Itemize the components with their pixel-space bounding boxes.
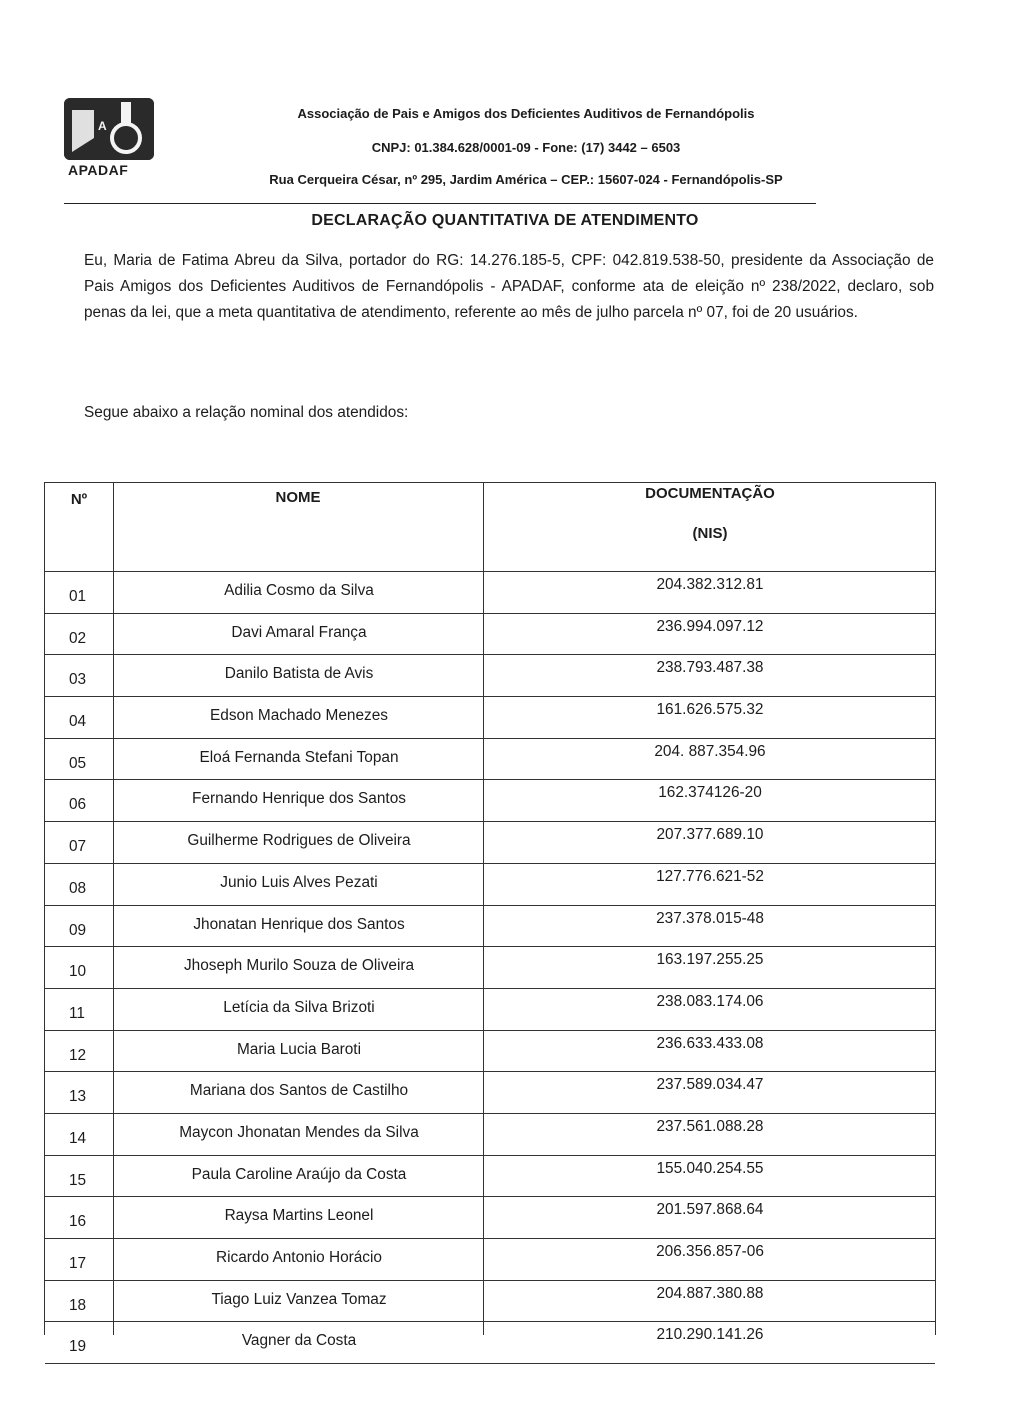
row-number: 16 — [69, 1213, 87, 1231]
table-row — [45, 947, 935, 989]
table-row — [45, 989, 935, 1031]
row-nis: 237.378.015-48 — [656, 909, 764, 927]
row-name: Guilherme Rodrigues de Oliveira — [187, 832, 411, 850]
row-nis: 127.776.621-52 — [656, 867, 764, 885]
row-nis: 204.382.312.81 — [656, 576, 764, 593]
row-nis: 236.633.433.08 — [656, 1034, 764, 1052]
table-row — [45, 1322, 935, 1364]
row-nis: 201.597.868.64 — [656, 1201, 764, 1219]
row-name: Danilo Batista de Avis — [224, 665, 374, 683]
table-row — [45, 906, 935, 948]
row-number: 19 — [69, 1338, 87, 1356]
row-nis: 155.040.254.55 — [656, 1159, 764, 1177]
row-nis: 238.793.487.38 — [656, 659, 764, 677]
row-number: 03 — [69, 671, 87, 689]
row-number: 18 — [69, 1296, 87, 1314]
row-number: 12 — [69, 1046, 87, 1064]
row-nis: 236.994.097.12 — [656, 617, 764, 635]
row-name: Vagner da Costa — [241, 1332, 357, 1350]
row-name: Eloá Fernanda Stefani Topan — [199, 748, 399, 766]
row-number: 02 — [69, 629, 87, 647]
row-number: 05 — [69, 754, 87, 772]
row-nis: 207.377.689.10 — [656, 826, 764, 844]
table-row — [45, 655, 935, 697]
row-name: Paula Caroline Araújo da Costa — [191, 1165, 407, 1183]
row-name: Letícia da Silva Brizoti — [223, 998, 375, 1016]
row-number: 14 — [69, 1129, 87, 1147]
header-num: Nº — [70, 491, 88, 508]
table-row — [45, 1197, 935, 1239]
row-name: Fernando Henrique dos Santos — [192, 790, 406, 808]
list-intro: Segue abaixo a relação nominal dos atendidos: — [84, 404, 409, 421]
row-name: Ricardo Antonio Horácio — [216, 1249, 382, 1266]
row-number: 11 — [69, 1004, 85, 1022]
table-header — [45, 483, 935, 572]
header-name: NOME — [275, 489, 321, 506]
row-number: 10 — [69, 963, 87, 981]
row-name: Mariana dos Santos de Castilho — [189, 1082, 409, 1100]
table-row — [45, 614, 935, 656]
header-org: Associação de Pais e Amigos dos Deficientes Auditivos de Fernandópolis — [297, 106, 755, 121]
table-row — [45, 572, 935, 614]
row-number: 07 — [69, 838, 87, 856]
row-nis: 206.356.857-06 — [656, 1243, 764, 1260]
row-number: 13 — [69, 1088, 87, 1106]
table-row — [45, 822, 935, 864]
row-number: 04 — [69, 713, 87, 731]
row-nis: 237.589.034.47 — [656, 1076, 764, 1094]
row-nis: 163.197.255.25 — [656, 951, 764, 969]
row-nis: 204.887.380.88 — [656, 1284, 764, 1302]
row-nis: 238.083.174.06 — [656, 992, 764, 1010]
row-nis: 210.290.141.26 — [656, 1326, 764, 1344]
table-row — [45, 1281, 935, 1323]
table-row — [45, 1031, 935, 1073]
row-number: 15 — [69, 1171, 87, 1189]
row-nis: 204. 887.354.96 — [654, 742, 766, 760]
row-name: Adilia Cosmo da Silva — [224, 582, 374, 599]
row-name: Jhonatan Henrique dos Santos — [193, 915, 405, 933]
table-row — [45, 1156, 935, 1198]
row-name: Raysa Martins Leonel — [224, 1207, 374, 1225]
table-row — [45, 864, 935, 906]
row-name: Maria Lucia Baroti — [236, 1040, 362, 1058]
header-doc: DOCUMENTAÇÃO — [645, 485, 775, 502]
table-row — [45, 1239, 935, 1281]
row-number: 01 — [69, 588, 87, 605]
row-nis: 162.374126-20 — [658, 784, 762, 802]
row-nis: 237.561.088.28 — [656, 1117, 764, 1135]
row-nis: 161.626.575.32 — [656, 701, 764, 719]
row-name: Maycon Jhonatan Mendes da Silva — [179, 1123, 419, 1141]
row-name: Tiago Luiz Vanzea Tomaz — [211, 1290, 387, 1308]
table-row — [45, 739, 935, 781]
table-row — [45, 1072, 935, 1114]
row-name: Junio Luis Alves Pezati — [220, 873, 378, 891]
row-name: Davi Amaral França — [231, 623, 367, 641]
table-row — [45, 697, 935, 739]
header-doc-sub: (NIS) — [692, 525, 728, 542]
row-number: 17 — [69, 1255, 87, 1272]
table-row — [45, 780, 935, 822]
declaration-paragraph: Eu, Maria de Fatima Abreu da Silva, portador do RG: 14.276.185-5, CPF: 042.819.538-50, presidente da Associação de Pais Amigos dos Deficientes Auditivos de Fernandópolis - APADAF, conforme ata de eleição nº 238/2022, declaro, sob penas da lei, que a meta quantitativa de atendimento, referente ao mês de julho parcela nº 07, foi de 20 usuários. — [84, 252, 934, 321]
row-name: Jhoseph Murilo Souza de Oliveira — [183, 957, 415, 975]
document-title: DECLARAÇÃO QUANTITATIVA DE ATENDIMENTO — [311, 212, 699, 229]
header-address: Rua Cerqueira César, nº 295, Jardim América – CEP.: 15607-024 - Fernandópolis-SP — [269, 172, 783, 187]
attendees-table — [44, 482, 936, 1356]
logo-text: APADAF — [68, 162, 129, 178]
row-number: 08 — [69, 879, 87, 897]
row-name: Edson Machado Menezes — [210, 707, 388, 725]
row-number: 09 — [69, 921, 87, 939]
row-number: 06 — [69, 796, 87, 814]
header-divider — [64, 203, 816, 204]
svg-text:A: A — [98, 119, 107, 133]
table-row — [45, 1114, 935, 1156]
header-cnpj: CNPJ: 01.384.628/0001-09 - Fone: (17) 3442 – 6503 — [371, 140, 681, 155]
table-body — [45, 572, 935, 1364]
